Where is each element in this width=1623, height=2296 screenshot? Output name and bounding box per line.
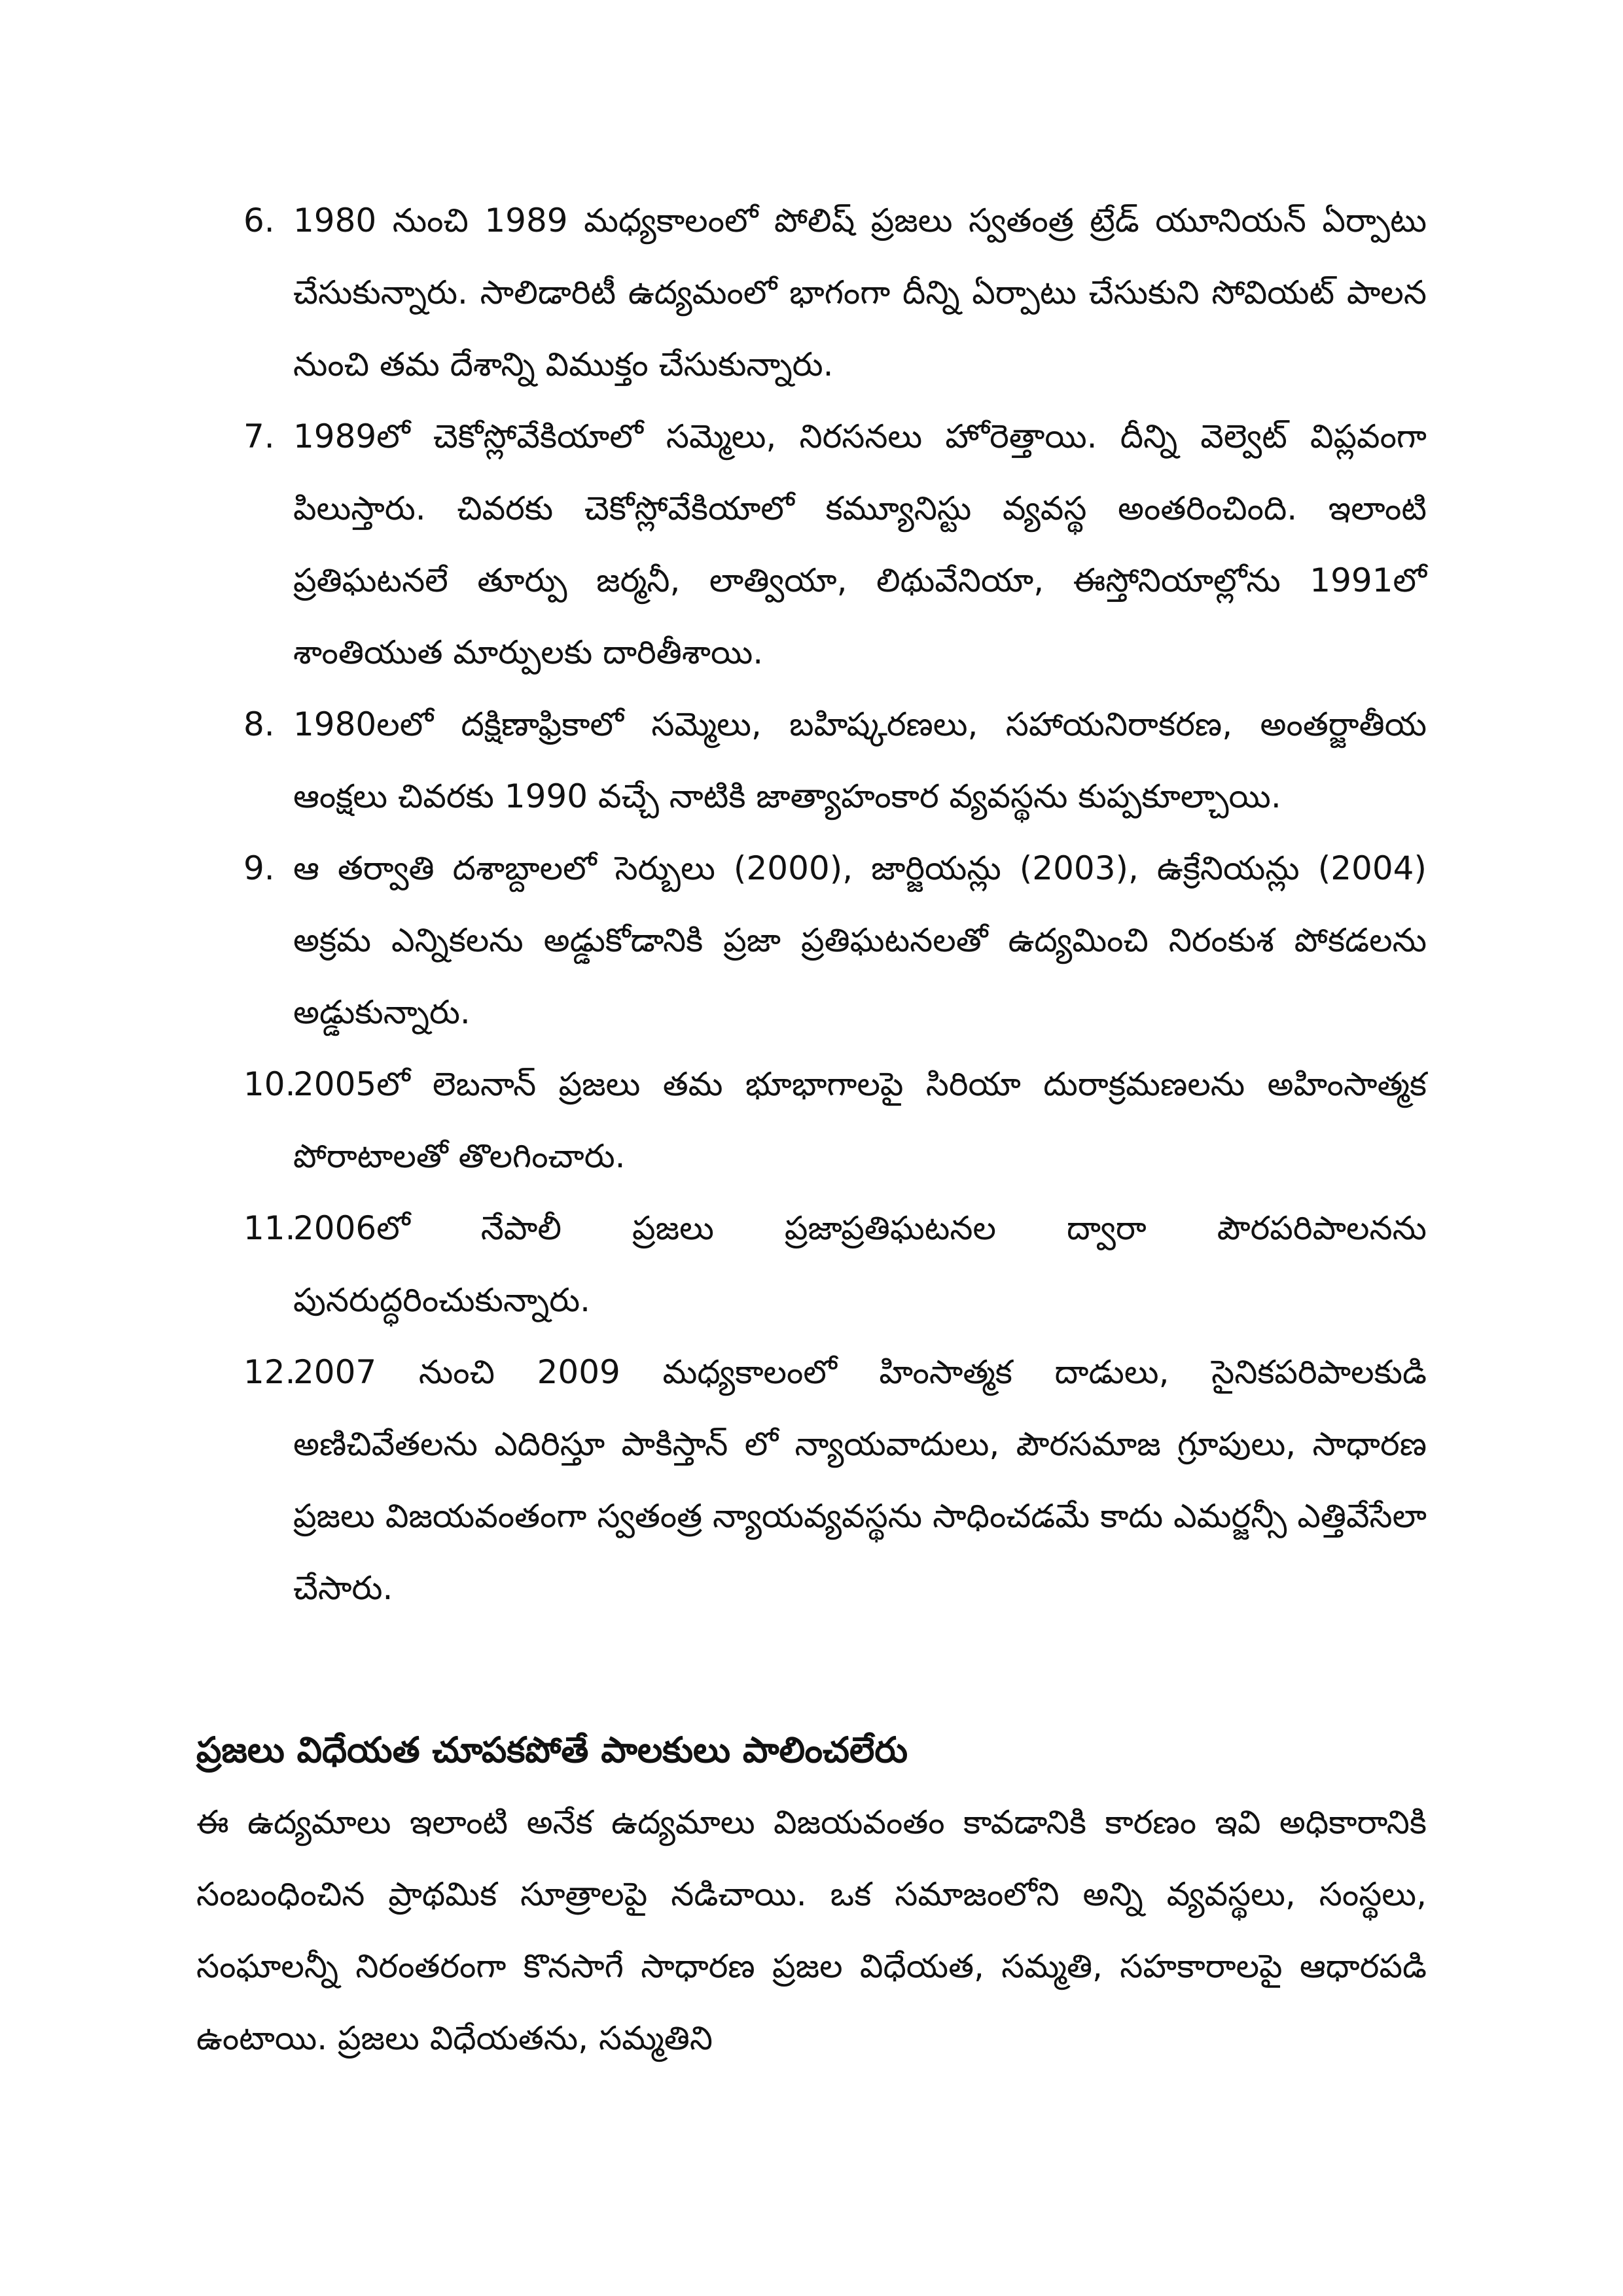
list-item-9	[243, 832, 1427, 1048]
list-number: 10.	[243, 1065, 296, 1103]
list-item-6	[243, 185, 1427, 400]
section-heading: ప్రజలు విధేయత చూపకపోతే పాలకులు పాలించలేరు	[196, 1729, 908, 1771]
list-item-11	[243, 1192, 1427, 1336]
list-text: 2005లో లెబనాన్ ప్రజలు తమ భూభాగాలపై సిరియా దురాక్రమణలను అహింసాత్మక పోరాటాలతో తొలగించారు.	[293, 1065, 1427, 1175]
list-item-7	[243, 400, 1427, 688]
list-number: 9.	[243, 849, 275, 887]
list-text: 1980 నుంచి 1989 మధ్యకాలంలో పోలిష్ ప్రజలు స్వతంత్ర ట్రేడ్ యూనియన్ ఏర్పాటు చేసుకున్నారు. సాలిడారిటీ ఉద్యమంలో భాగంగా దీన్ని ఏర్పాటు చేసుకుని సోవియట్ పాలన నుంచి తమ దేశాన్ని విముక్తం చేసుకున్నారు.	[293, 202, 1427, 383]
list-item-10	[243, 1048, 1427, 1192]
body-paragraph: ఈ ఉద్యమాలు ఇలాంటి అనేక ఉద్యమాలు విజయవంతం కావడానికి కారణం ఇవి అధికారానికి సంబంధించిన ప్రాథమిక సూత్రాలపై నడిచాయి. ఒక సమాజంలోని అన్ని వ్యవస్థలు, సంస్థలు, సంఘాలన్నీ నిరంతరంగా కొనసాగే సాధారణ ప్రజల విధేయత, సమ్మతి, సహకారాలపై ఆధారపడి ఉంటాయి. ప్రజలు విధేయతను, సమ్మతిని	[196, 1803, 1427, 2057]
list-text: 2007 నుంచి 2009 మధ్యకాలంలో హింసాత్మక దాడులు, సైనికపరిపాలకుడి అణిచివేతలను ఎదిరిస్తూ పాకిస్తాన్ లో న్యాయవాదులు, పౌరసమాజ గ్రూపులు, సాధారణ ప్రజలు విజయవంతంగా స్వతంత్ర న్యాయవ్యవస్థను సాధించడమే కాదు ఎమర్జన్సీ ఎత్తివేసేలా చేసారు.	[293, 1353, 1427, 1607]
list-text: ఆ తర్వాతి దశాబ్దాలలో సెర్బులు (2000), జార్జియన్లు (2003), ఉక్రేనియన్లు (2004) అక్రమ ఎన్నికలను అడ్డుకోడానికి ప్రజా ప్రతిఘటనలతో ఉద్యమించి నిరంకుశ పోకడలను అడ్డుకున్నారు.	[293, 849, 1427, 1031]
list-item-8	[243, 688, 1427, 832]
list-number: 7.	[243, 417, 275, 455]
list-item-12	[243, 1336, 1427, 1624]
list-text: 1980లలో దక్షిణాఫ్రికాలో సమ్మెలు, బహిష్కరణలు, సహాయనిరాకరణ, అంతర్జాతీయ ఆంక్షలు చివరకు 1990 వచ్చే నాటికి జాత్యాహంకార వ్యవస్థను కుప్పకూల్చాయి.	[293, 705, 1427, 815]
list-text: 1989లో చెకోస్లోవేకియాలో సమ్మెలు, నిరసనలు హోరెత్తాయి. దీన్ని వెల్వెట్ విప్లవంగా పిలుస్తారు. చివరకు చెకోస్లోవేకియాలో కమ్యూనిస్టు వ్యవస్థ అంతరించింది. ఇలాంటి ప్రతిఘటనలే తూర్పు జర్మనీ, లాత్వియా, లిథువేనియా, ఈస్తోనియాల్లోను 1991లో శాంతియుత మార్పులకు దారితీశాయి.	[293, 417, 1427, 671]
list-number: 12.	[243, 1353, 296, 1391]
list-number: 11.	[243, 1209, 296, 1247]
numbered-list	[243, 185, 1427, 1624]
list-number: 8.	[243, 705, 275, 743]
list-text: 2006లో నేపాలీ ప్రజలు ప్రజాప్రతిఘటనల ద్వారా పౌరపరిపాలనను పునరుద్ధరించుకున్నారు.	[293, 1209, 1427, 1319]
list-number: 6.	[243, 202, 275, 239]
